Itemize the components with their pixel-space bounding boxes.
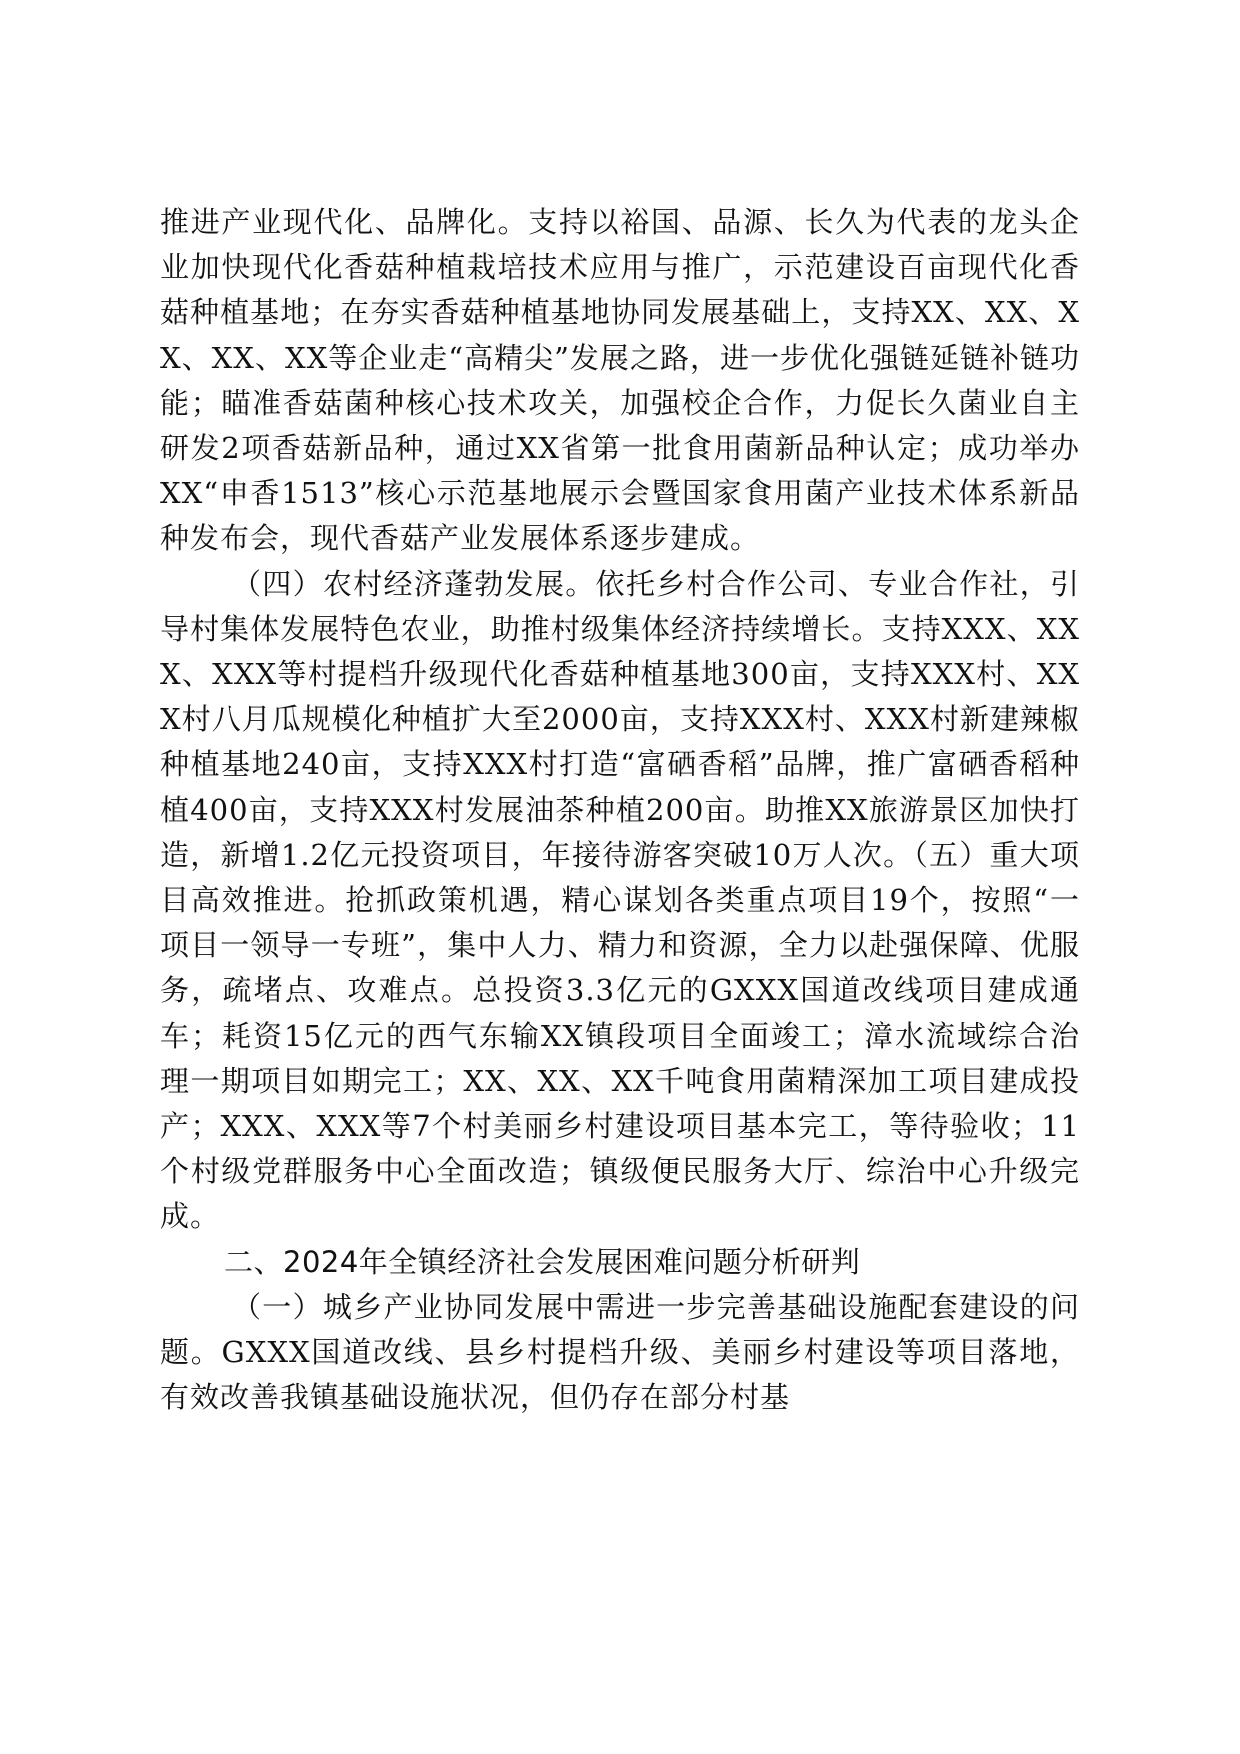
section-heading-difficulties: 二、2024年全镇经济社会发展困难问题分析研判 [224, 1244, 861, 1279]
document-page [160, 200, 1080, 1420]
body-paragraph-infrastructure: （一）城乡产业协同发展中需进一步完善基础设施配套建设的问题。GXXX国道改线、县乡村提档升级、美丽乡村建设等项目落地，有效改善我镇基础设施状况，但仍存在部分村基 [160, 1289, 1080, 1415]
body-paragraph-rural-economy: （四）农村经济蓬勃发展。依托乡村合作公司、专业合作社，引导村集体发展特色农业，助推村级集体经济持续增长。支持XXX、XXX、XXX等村提档升级现代化香菇种植基地300亩，支持XXX村、XXX村八月瓜规模化种植扩大至2000亩，支持XXX村、XXX村新建辣椒种植基地240亩，支持XXX村打造“富硒香稻”品牌，推广富硒香稻种植400亩，支持XXX村发展油茶种植200亩。助推XX旅游景区加快打造，新增1.2亿元投资项目，年接待游客突破10万人次。（五）重大项目高效推进。抢抓政策机遇，精心谋划各类重点项目19个，按照“一项目一领导一专班”，集中人力、精力和资源，全力以赴强保障、优服务，疏堵点、攻难点。总投资3.3亿元的GXXX国道改线项目建成通车；耗资15亿元的西气东输XX镇段项目全面竣工；漳水流域综合治理一期项目如期完工；XX、XX、XX千吨食用菌精深加工项目建成投产；XXX、XXX等7个村美丽乡村建设项目基本完工，等待验收；11个村级党群服务中心全面改造；镇级便民服务大厅、综治中心升级完成。 [160, 566, 1080, 1234]
body-paragraph-industry-modernization: 推进产业现代化、品牌化。支持以裕国、品源、长久为代表的龙头企业加快现代化香菇种植栽培技术应用与推广，示范建设百亩现代化香菇种植基地；在夯实香菇种植基地协同发展基础上，支持XX、XX、XX、XX、XX等企业走“高精尖”发展之路，进一步优化强链延链补链功能；瞄准香菇菌种核心技术攻关，加强校企合作，力促长久菌业自主研发2项香菇新品种，通过XX省第一批食用菌新品种认定；成功举办XX“申香1513”核心示范基地展示会暨国家食用菌产业技术体系新品种发布会，现代香菇产业发展体系逐步建成。 [160, 205, 1080, 556]
